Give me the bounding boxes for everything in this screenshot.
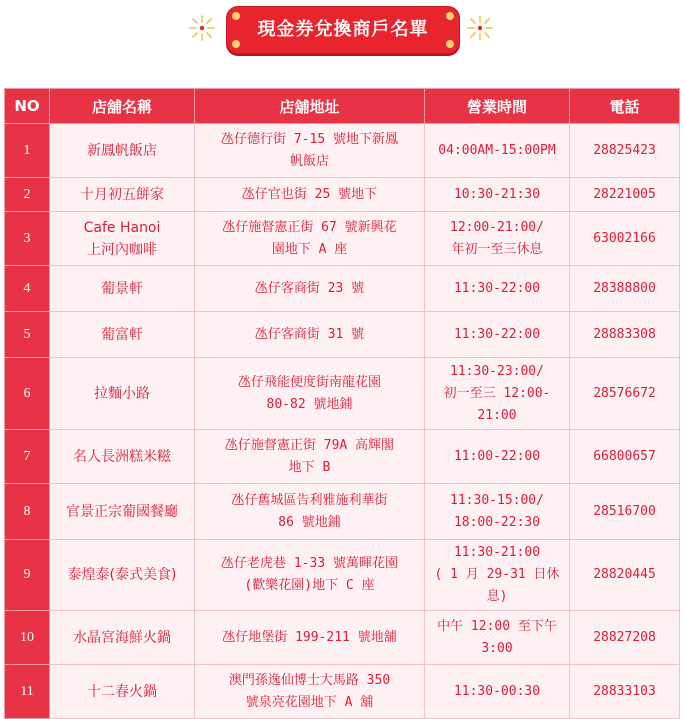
shop-name: 拉麵小路 [50, 358, 195, 430]
row-number: 3 [5, 212, 50, 266]
shop-address: 氹仔官也街 25 號地下 [195, 178, 425, 212]
table-row [5, 358, 680, 430]
row-number: 6 [5, 358, 50, 430]
opening-hours: 11:30-23:00/ 初一至三 12:00- 21:00 [425, 358, 570, 430]
opening-hours: 04:00AM-15:00PM [425, 124, 570, 178]
phone-number: 28883308 [570, 312, 680, 358]
phone-number: 28820445 [570, 540, 680, 611]
phone-number: 63002166 [570, 212, 680, 266]
shop-name: 泰煌泰(泰式美食) [50, 540, 195, 611]
opening-hours: 11:30-22:00 [425, 312, 570, 358]
firework-icon [188, 14, 216, 42]
page-title: 現金券兌換商戶名單 [257, 19, 429, 40]
table-row [5, 611, 680, 665]
row-number: 9 [5, 540, 50, 611]
phone-number: 28221005 [570, 178, 680, 212]
row-number: 7 [5, 430, 50, 484]
shop-address: 氹仔施督憲正街 79A 高輝閣 地下 B [195, 430, 425, 484]
firework-icon [466, 14, 494, 42]
row-number: 11 [5, 665, 50, 719]
banner-box [226, 6, 460, 54]
shop-address: 澳門孫逸仙博士大馬路 350 號泉亮花園地下 A 舖 [195, 665, 425, 719]
shop-name: 新鳳帆飯店 [50, 124, 195, 178]
opening-hours: 12:00-21:00/ 年初一至三休息 [425, 212, 570, 266]
column-header-hours: 營業時間 [425, 89, 570, 124]
shop-address: 氹仔施督憲正街 67 號新興花 園地下 A 座 [195, 212, 425, 266]
opening-hours: 中午 12:00 至下午 3:00 [425, 611, 570, 665]
opening-hours: 11:30-22:00 [425, 266, 570, 312]
shop-name: 水晶宮海鮮火鍋 [50, 611, 195, 665]
row-number: 8 [5, 484, 50, 540]
shop-name: 葡景軒 [50, 266, 195, 312]
merchant-table-container [4, 88, 679, 719]
column-header-name: 店舖名稱 [50, 89, 195, 124]
table-row [5, 665, 680, 719]
row-number: 5 [5, 312, 50, 358]
shop-address: 氹仔德行街 7-15 號地下新鳳 帆飯店 [195, 124, 425, 178]
row-number: 1 [5, 124, 50, 178]
table-row [5, 484, 680, 540]
phone-number: 28516700 [570, 484, 680, 540]
row-number: 10 [5, 611, 50, 665]
opening-hours: 11:30-21:00 ( 1 月 29-31 日休息) [425, 540, 570, 611]
shop-address: 氹仔客商街 31 號 [195, 312, 425, 358]
shop-name: 葡富軒 [50, 312, 195, 358]
column-header-no: NO [5, 89, 50, 124]
shop-name: 官景正宗葡國餐廳 [50, 484, 195, 540]
phone-number: 28825423 [570, 124, 680, 178]
row-number: 4 [5, 266, 50, 312]
shop-name: 十二春火鍋 [50, 665, 195, 719]
table-row [5, 540, 680, 611]
table-row [5, 178, 680, 212]
merchant-table [4, 88, 680, 719]
shop-name: Cafe Hanoi 上河內咖啡 [50, 212, 195, 266]
table-row [5, 212, 680, 266]
header-banner [0, 6, 684, 58]
shop-address: 氹仔老虎巷 1-33 號萬暉花園 (歡樂花園)地下 C 座 [195, 540, 425, 611]
opening-hours: 11:30-15:00/ 18:00-22:30 [425, 484, 570, 540]
column-header-phone: 電話 [570, 89, 680, 124]
phone-number: 28576672 [570, 358, 680, 430]
column-header-address: 店舖地址 [195, 89, 425, 124]
shop-name: 十月初五餅家 [50, 178, 195, 212]
phone-number: 28833103 [570, 665, 680, 719]
table-row [5, 266, 680, 312]
table-row [5, 430, 680, 484]
phone-number: 66800657 [570, 430, 680, 484]
table-header-row [5, 89, 680, 124]
table-row [5, 312, 680, 358]
opening-hours: 11:30-00:30 [425, 665, 570, 719]
opening-hours: 11:00-22:00 [425, 430, 570, 484]
shop-name: 名人長洲糕米糍 [50, 430, 195, 484]
phone-number: 28827208 [570, 611, 680, 665]
shop-address: 氹仔客商街 23 號 [195, 266, 425, 312]
phone-number: 28388800 [570, 266, 680, 312]
shop-address: 氹仔舊城區告利雅施利華街 86 號地鋪 [195, 484, 425, 540]
shop-address: 氹仔飛能便度街南龍花園 80-82 號地鋪 [195, 358, 425, 430]
opening-hours: 10:30-21:30 [425, 178, 570, 212]
table-row [5, 124, 680, 178]
row-number: 2 [5, 178, 50, 212]
shop-address: 氹仔地堡街 199-211 號地舖 [195, 611, 425, 665]
